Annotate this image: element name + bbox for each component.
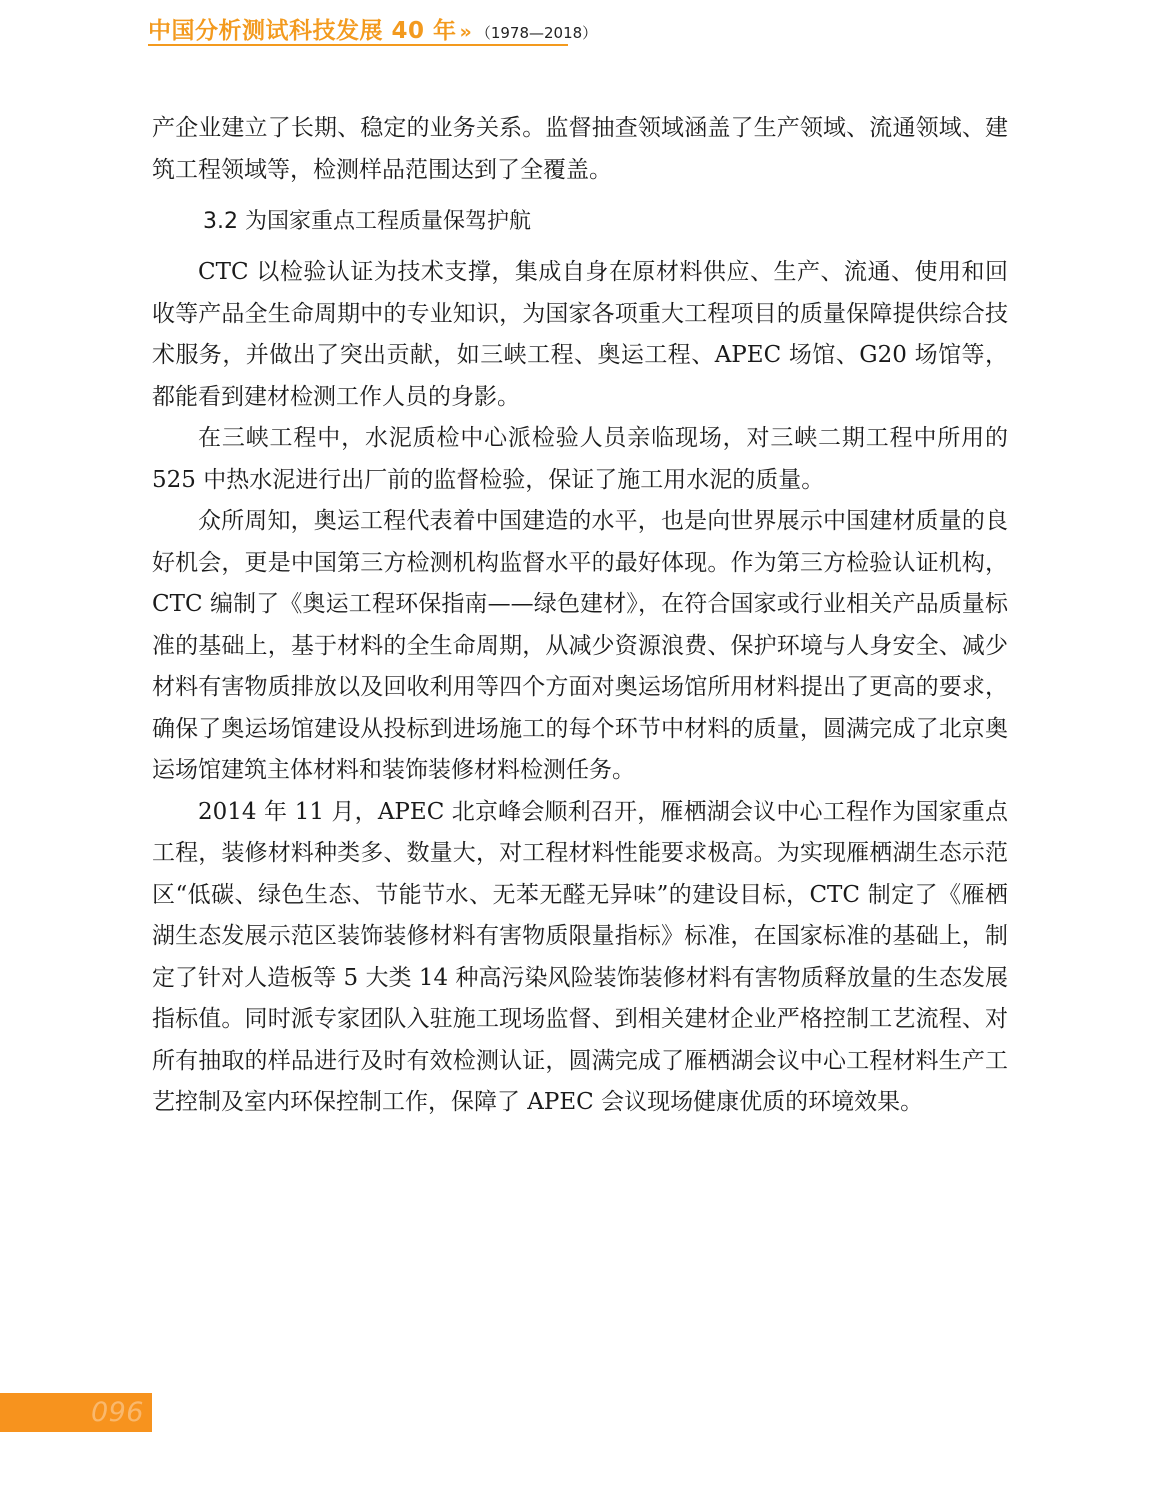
paragraph: 在三峡工程中，水泥质检中心派检验人员亲临现场，对三峡二期工程中所用的 525 中热水泥进行出厂前的监督检验，保证了施工用水泥的质量。 [152, 425, 1008, 493]
page-number-tab [0, 1393, 152, 1432]
book-title: 中国分析测试科技发展 40 年 [148, 18, 457, 44]
paragraph: 2014 年 11 月，APEC 北京峰会顺利召开，雁栖湖会议中心工程作为国家重点工程，装修材料种类多、数量大，对工程材料性能要求极高。为实现雁栖湖生态示范区“低碳、绿色生态、节能节水、无苯无醛无异味”的建设目标，CTC 制定了《雁栖湖生态发展示范区装饰装修材料有害物质限量指标》标准，在国家标准的基础上，制定了针对人造板等 5 大类 14 种高污染风险装饰装修材料有害物质释放量的生态发展指标值。同时派专家团队入驻施工现场监督、到相关建材企业严格控制工艺流程、对所有抽取的样品进行及时有效检测认证，圆满完成了雁栖湖会议中心工程材料生产工艺控制及室内环保控制工作，保障了 APEC 会议现场健康优质的环境效果。 [152, 798, 1008, 1115]
running-header [148, 12, 597, 45]
header-underline [148, 44, 568, 46]
page-number: 096 [90, 1397, 144, 1428]
double-chevron-icon: » [459, 21, 472, 43]
section-heading: 3.2 为国家重点工程质量保驾护航 [203, 209, 531, 234]
book-years: （1978—2018） [475, 24, 598, 42]
paragraph: CTC 以检验认证为技术支撑，集成自身在原材料供应、生产、流通、使用和回收等产品全生命周期中的专业知识，为国家各项重大工程项目的质量保障提供综合技术服务，并做出了突出贡献，如三峡工程、奥运工程、APEC 场馆、G20 场馆等，都能看到建材检测工作人员的身影。 [152, 259, 1008, 410]
paragraph-continued: 产企业建立了长期、稳定的业务关系。监督抽查领域涵盖了生产领域、流通领域、建筑工程领域等，检测样品范围达到了全覆盖。 [152, 115, 1008, 183]
paragraph: 众所周知，奥运工程代表着中国建造的水平，也是向世界展示中国建材质量的良好机会，更是中国第三方检测机构监督水平的最好体现。作为第三方检验认证机构，CTC 编制了《奥运工程环保指南——绿色建材》，在符合国家或行业相关产品质量标准的基础上，基于材料的全生命周期，从减少资源浪费、保护环境与人身安全、减少材料有害物质排放以及回收利用等四个方面对奥运场馆所用材料提出了更高的要求，确保了奥运场馆建设从投标到进场施工的每个环节中材料的质量，圆满完成了北京奥运场馆建筑主体材料和装饰装修材料检测任务。 [152, 508, 1008, 783]
body-text [152, 108, 1008, 1124]
